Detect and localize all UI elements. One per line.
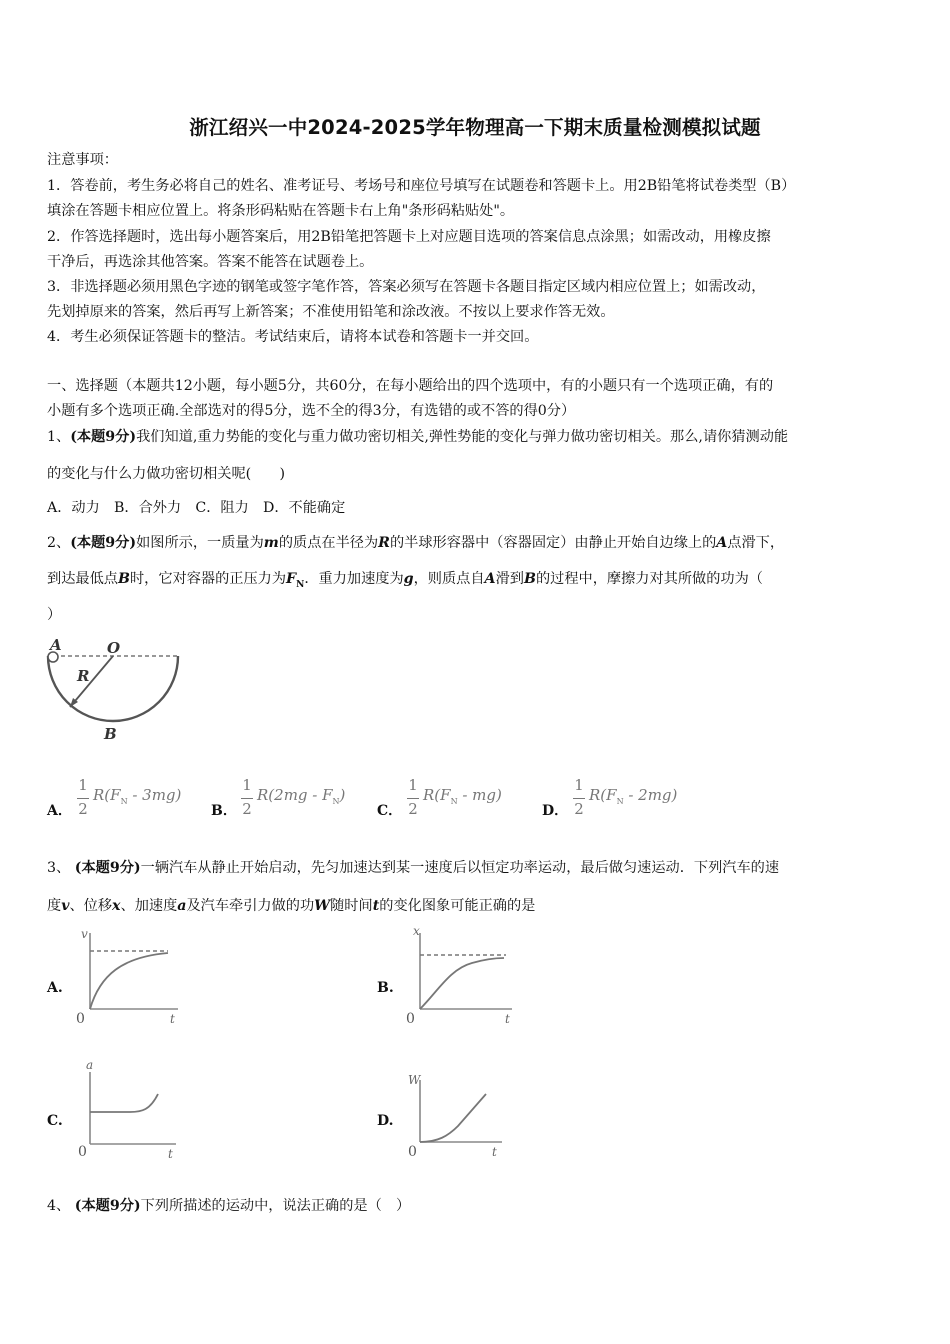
question-text: 下列所描述的运动中，说法正确的是（ ） bbox=[140, 1198, 411, 1214]
var-t: t bbox=[372, 898, 380, 914]
question-score: (本题9分) bbox=[70, 535, 137, 551]
x-axis-label: t bbox=[505, 1012, 510, 1026]
question-text: 、加速度 bbox=[120, 898, 178, 914]
var-F: F bbox=[286, 571, 297, 587]
fraction-bar bbox=[77, 798, 89, 799]
x-axis-label: t bbox=[492, 1145, 497, 1159]
var-A: A bbox=[484, 571, 496, 587]
question-text: 我们知道,重力势能的变化与重力做功密切相关,弹性势能的变化与弹力做功密切相关。那么,请你猜测动能 bbox=[136, 429, 789, 445]
var-A: A bbox=[716, 535, 728, 551]
fraction-numerator: 1 bbox=[408, 776, 418, 794]
question-score: (本题9分) bbox=[74, 1198, 141, 1214]
origin-label: 0 bbox=[408, 1144, 417, 1160]
formula-part: ) bbox=[339, 786, 346, 804]
var-B: B bbox=[523, 571, 536, 587]
option-a-label: A． bbox=[47, 803, 72, 819]
label-O: O bbox=[107, 639, 121, 657]
graph-a bbox=[72, 925, 187, 1030]
var-g: g bbox=[403, 571, 414, 587]
question-text: 到达最低点 bbox=[47, 571, 118, 587]
formula-part: - 3mg) bbox=[127, 786, 182, 804]
formula-part: R(F bbox=[93, 786, 121, 804]
question-text: 点滑下， bbox=[727, 535, 785, 551]
question-text: 时，它对容器的正压力为 bbox=[129, 571, 287, 587]
question-text: ，则质点自 bbox=[413, 571, 485, 587]
a-t-curve bbox=[90, 1094, 158, 1112]
question-text: 随时间 bbox=[330, 898, 373, 914]
question-text: 的质点在半径为 bbox=[278, 535, 379, 551]
fraction-denominator: 2 bbox=[78, 800, 88, 818]
fraction-denominator: 2 bbox=[408, 800, 418, 818]
section-heading: 小题有多个选项正确.全部选对的得5分，选不全的得3分，有选错的或不答的得0分） bbox=[47, 403, 576, 419]
formula-part: R(F bbox=[589, 786, 617, 804]
formula-part: R(2mg - F bbox=[257, 786, 333, 804]
var-m: m bbox=[263, 535, 279, 551]
notice-line: 1．答卷前，考生务必将自己的姓名、准考证号、考场号和座位号填写在试题卷和答题卡上。用2B铅笔将试卷类型（B） bbox=[47, 178, 796, 194]
fraction-bar bbox=[407, 798, 419, 799]
var-v: v bbox=[61, 898, 70, 914]
option-b-label: B． bbox=[211, 803, 237, 819]
graph-a-label: A. bbox=[47, 980, 63, 996]
question-text: 、位移 bbox=[69, 898, 113, 914]
label-B: B bbox=[104, 725, 117, 743]
var-x: x bbox=[112, 898, 121, 914]
notice-line: 3．非选择题必须用黑色字迹的钢笔或签字笔作答，答案必须写在答题卡各题目指定区域内相应位置上；如需改动， bbox=[47, 279, 766, 295]
var-W: W bbox=[314, 898, 331, 914]
formula-part: - 2mg) bbox=[623, 786, 678, 804]
label-R: R bbox=[77, 667, 90, 685]
W-t-curve bbox=[420, 1094, 486, 1142]
question-number: 4、 bbox=[47, 1198, 71, 1214]
notice-line: 填涂在答题卡相应位置上。将条形码粘贴在答题卡右上角"条形码粘贴处"。 bbox=[47, 203, 515, 219]
question-2-line bbox=[47, 533, 784, 553]
var-R: R bbox=[378, 535, 390, 551]
section-heading: 一、选择题（本题共12小题，每小题5分，共60分，在每小题给出的四个选项中，有的小题只有一个选项正确，有的 bbox=[47, 378, 774, 394]
origin-label: 0 bbox=[406, 1011, 415, 1027]
question-number: 3、 bbox=[47, 860, 71, 876]
question-4-line bbox=[47, 1196, 410, 1216]
option-d-label: D． bbox=[542, 803, 569, 819]
notice-heading: 注意事项： bbox=[47, 152, 118, 168]
question-text: 及汽车牵引力做的功 bbox=[186, 898, 315, 914]
fraction-denominator: 2 bbox=[242, 800, 252, 818]
var-a: a bbox=[177, 898, 187, 914]
graph-d bbox=[402, 1058, 517, 1163]
question-1-line bbox=[47, 427, 788, 447]
graph-d-label: D. bbox=[377, 1113, 394, 1129]
var-N: N bbox=[296, 579, 305, 590]
question-text: 一辆汽车从静止开始启动，先匀加速达到某一速度后以恒定功率运动，最后做匀速运动．下列汽车的速 bbox=[140, 860, 780, 876]
v-t-curve bbox=[90, 953, 168, 1009]
formula-sub: N bbox=[616, 797, 624, 806]
graph-b-label: B. bbox=[377, 980, 394, 996]
question-2-line bbox=[47, 569, 763, 595]
notice-line: 干净后，再选涂其他答案。答案不能答在试题卷上。 bbox=[47, 254, 374, 270]
notice-line: 2．作答选择题时，选出每小题答案后，用2B铅笔把答题卡上对应题目选项的答案信息点涂黑；如需改动，用橡皮擦 bbox=[47, 229, 771, 245]
question-text: 滑到 bbox=[495, 571, 524, 587]
var-B: B bbox=[117, 571, 130, 587]
fraction-numerator: 1 bbox=[574, 776, 584, 794]
notice-line: 先划掉原来的答案，然后再写上新答案；不准使用铅笔和涂改液。不按以上要求作答无效。 bbox=[47, 304, 615, 320]
hemisphere-arc bbox=[48, 656, 178, 721]
question-number: 2、 bbox=[47, 535, 71, 551]
question-3-line bbox=[47, 858, 779, 878]
question-text: 的变化图象可能正确的是 bbox=[379, 898, 536, 914]
fraction-numerator: 1 bbox=[242, 776, 252, 794]
formula-sub: N bbox=[332, 797, 340, 806]
formula-sub: N bbox=[450, 797, 458, 806]
graph-c-label: C. bbox=[47, 1113, 63, 1129]
question-text: 如图所示，一质量为 bbox=[136, 535, 264, 551]
fraction-denominator: 2 bbox=[574, 800, 584, 818]
question-text: 的半球形容器中（容器固定）由静止开始自边缘上的 bbox=[389, 535, 717, 551]
fraction-numerator: 1 bbox=[78, 776, 88, 794]
question-text: 度 bbox=[47, 898, 62, 914]
question-text: ．重力加速度为 bbox=[304, 571, 404, 587]
x-t-curve bbox=[420, 958, 504, 1009]
y-axis-label: W bbox=[408, 1073, 421, 1087]
formula-part: - mg) bbox=[457, 786, 502, 804]
page-title: 浙江绍兴一中2024-2025学年物理高一下期末质量检测模拟试题 bbox=[189, 116, 761, 139]
question-text: 的过程中，摩擦力对其所做的功为（ bbox=[535, 571, 763, 587]
x-axis-label: t bbox=[170, 1012, 175, 1026]
origin-label: 0 bbox=[78, 1144, 87, 1160]
question-1-options: A．动力 B．合外力 C．阻力 D．不能确定 bbox=[47, 500, 346, 516]
fraction-bar bbox=[241, 798, 253, 799]
question-3-line bbox=[47, 896, 535, 916]
y-axis-label: x bbox=[413, 925, 420, 938]
question-number: 1、 bbox=[47, 429, 71, 445]
y-axis-label: v bbox=[81, 927, 88, 941]
question-1-line: 的变化与什么力做功密切相关呢( ) bbox=[47, 466, 286, 482]
origin-label: 0 bbox=[76, 1011, 85, 1027]
hemisphere-figure bbox=[40, 635, 190, 745]
formula-sub: N bbox=[120, 797, 128, 806]
graph-b bbox=[402, 925, 522, 1030]
question-score: (本题9分) bbox=[70, 429, 137, 445]
fraction-bar bbox=[573, 798, 585, 799]
y-axis-label: a bbox=[86, 1058, 94, 1072]
label-A: A bbox=[50, 636, 62, 654]
formula-part: R(F bbox=[423, 786, 451, 804]
question-2-line: ） bbox=[47, 607, 62, 623]
option-c-label: C． bbox=[377, 803, 403, 819]
x-axis-label: t bbox=[168, 1147, 173, 1161]
graph-c bbox=[72, 1058, 187, 1163]
notice-line: 4．考生必须保证答题卡的整洁。考试结束后，请将本试卷和答题卡一并交回。 bbox=[47, 329, 539, 345]
question-score: (本题9分) bbox=[74, 860, 141, 876]
